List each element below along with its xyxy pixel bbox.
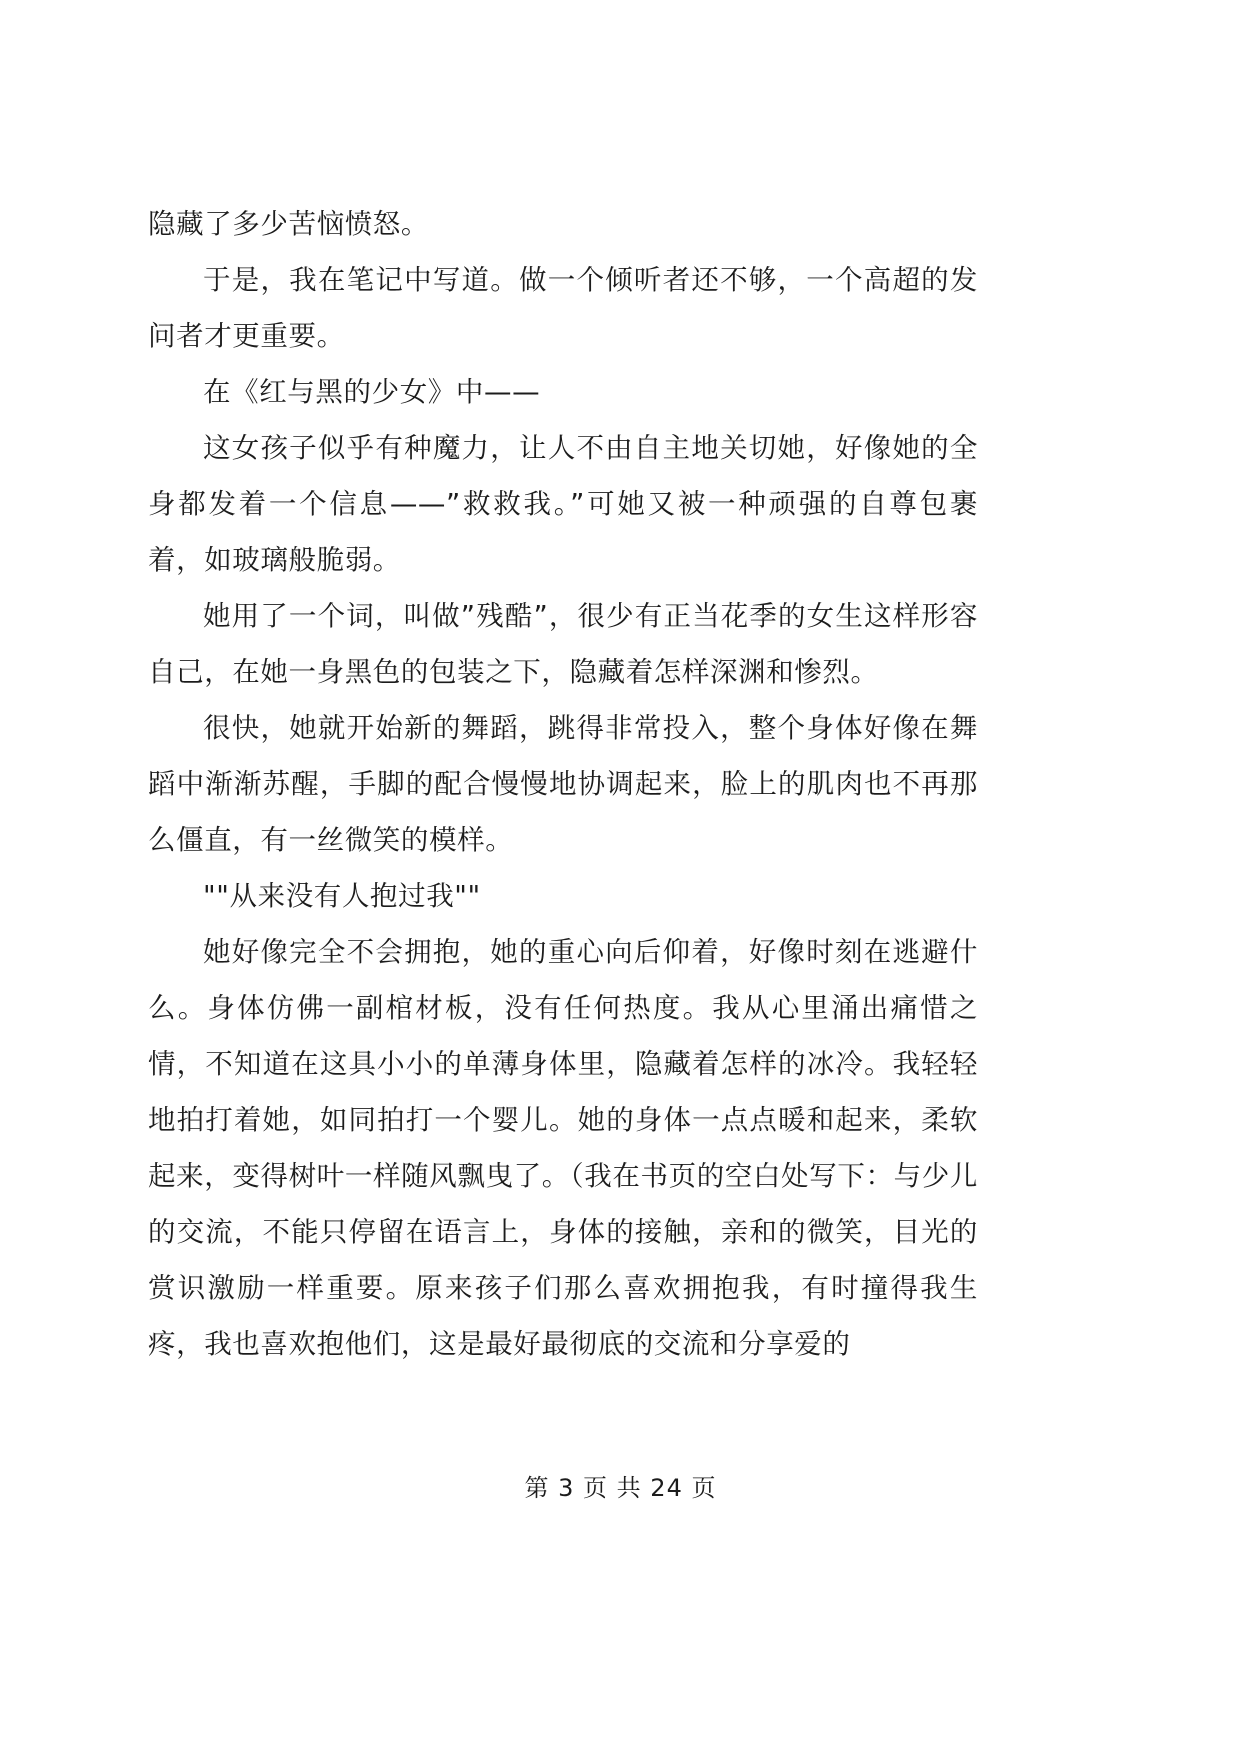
document-body (148, 196, 978, 1372)
paragraph: 很快，她就开始新的舞蹈，跳得非常投入，整个身体好像在舞蹈中渐渐苏醒，手脚的配合慢慢地协调起来，脸上的肌肉也不再那么僵直，有一丝微笑的模样。 (148, 712, 978, 856)
paragraph: 于是，我在笔记中写道。做一个倾听者还不够，一个高超的发问者才更重要。 (148, 264, 978, 352)
paragraph: 隐藏了多少苦恼愤怒。 (148, 208, 429, 240)
paragraph: 在《红与黑的少女》中—— (203, 376, 541, 408)
paragraph: ""从来没有人抱过我"" (203, 880, 481, 912)
paragraph: 这女孩子似乎有种魔力，让人不由自主地关切她，好像她的全身都发着一个信息——”救救我。”可她又被一种顽强的自尊包裹着，如玻璃般脆弱。 (148, 432, 978, 576)
page-footer: 第 3 页 共 24 页 (524, 1474, 717, 1502)
paragraph: 她用了一个词，叫做”残酷”，很少有正当花季的女生这样形容自己，在她一身黑色的包装之下，隐藏着怎样深渊和惨烈。 (148, 600, 978, 688)
paragraph: 她好像完全不会拥抱，她的重心向后仰着，好像时刻在逃避什么。身体仿佛一副棺材板，没有任何热度。我从心里涌出痛惜之情，不知道在这具小小的单薄身体里，隐藏着怎样的冰冷。我轻轻地拍打着她，如同拍打一个婴儿。她的身体一点点暖和起来，柔软起来，变得树叶一样随风飘曳了。（我在书页的空白处写下：与少儿的交流，不能只停留在语言上，身体的接触，亲和的微笑，目光的赏识激励一样重要。原来孩子们那么喜欢拥抱我，有时撞得我生疼，我也喜欢抱他们，这是最好最彻底的交流和分享爱的 (148, 936, 978, 1360)
